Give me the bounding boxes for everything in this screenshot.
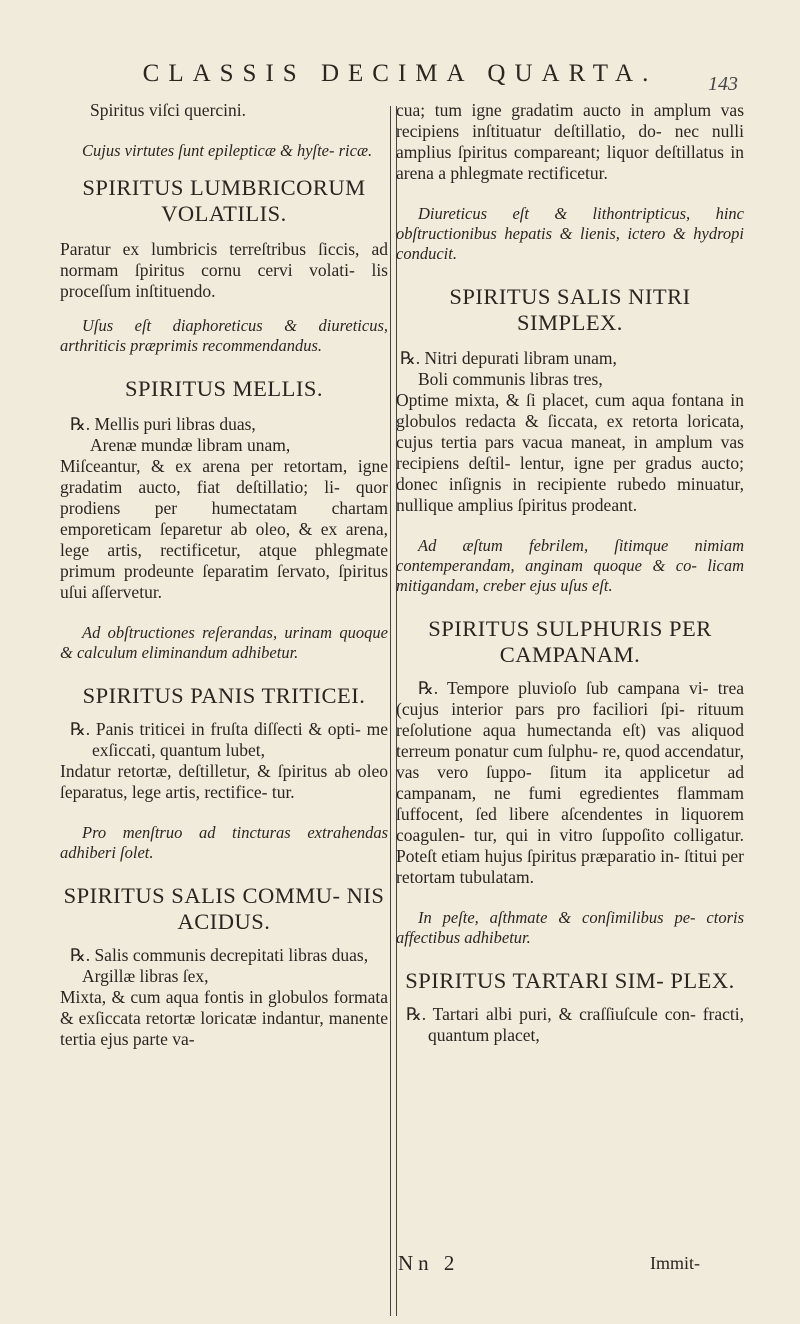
page-number: 143 [708,73,738,95]
section-body: Mixta, & cum aqua fontis in globulos formata & exſiccata retortæ loricatæ indantur, manente tertia ejus parte va- [60,987,388,1049]
section-body: Paratur ex lumbricis terreſtribus ſiccis, ad normam ſpiritus cornu cervi volati- lis proceſſum inſtituendo. [60,239,388,301]
usus-note: Diureticus eſt & lithontripticus, hinc obſtructionibus hepatis & lienis, ictero & hydropi conducit. [396,204,744,263]
usus-note: Ad æſtum febrilem, ſitimque nimiam contemperandam, anginam quoque & co- licam mitigandam, creber ejus uſus eſt. [396,536,744,595]
usus-note: Pro menſtruo ad tincturas extrahendas adhiberi ſolet. [60,823,388,862]
section-title: SPIRITUS SALIS COMMU- NIS ACIDUS. [63,883,385,934]
section-body: Optime mixta, & ſi placet, cum aqua fontana in globulos redacta & ſiccata, ex retorta loricata, cujus tertia pars vacua maneat, in amplum vas recipiens deſtil- lentur, igne per gradus aucto; donec inſignis in recipiente rubedo minuatur, nullique amplius ſpiritus prodeant. [396,390,744,515]
usus-note: Ad obſtructiones reſerandas, urinam quoque & calculum eliminandum adhibetur. [60,623,388,662]
right-column [396,100,744,1046]
left-column [60,100,388,1050]
section-body: Indatur retortæ, deſtilletur, & ſpiritus ab oleo ſeparatus, lege artis, rectifice- tur. [60,761,388,802]
usus-note: Uſus eſt diaphoreticus & diureticus, arthriticis præprimis recommendandus. [60,316,388,355]
recipe-line: ℞. Nitri depurati libram unam, [400,348,617,368]
signature-mark: Nn 2 [398,1251,460,1275]
usus-note: In peſte, aſthmate & conſimilibus pe- ctoris affectibus adhibetur. [396,908,744,947]
top-line: Spiritus viſci quercini. [90,100,247,120]
section-body: Miſceantur, & ex arena per retortam, igne gradatim aucto, fiat deſtillatio; li- quor prodiens per humectatam chartam emporeticam ſeparetur ab oleo, & ex arena, lege artis, rectificetur, atque phlegmate primum prodeunte ſeparatim ſervato, ſpiritus uſui aſſervetur. [60,456,388,602]
catchword: Immit- [650,1253,700,1273]
running-title: CLASSIS DECIMA QUARTA. [142,60,658,87]
section-title: SPIRITUS LUMBRICORUM VOLATILIS. [82,175,366,226]
recipe-line: Boli communis libras tres, [418,369,603,389]
section-body: cua; tum igne gradatim aucto in amplum vas recipiens inſtituatur deſtillatio, do- nec nulli amplius ſpiritus compareant; liquor deſtillatus in arena a phlegmate rectificetur. [396,100,744,183]
virtutes-note: Cujus virtutes ſunt epilepticæ & hyſte- ricæ. [82,141,373,160]
recipe-line: Argillæ libras ſex, [82,966,209,986]
section-title: SPIRITUS SULPHURIS PER CAMPANAM. [428,616,712,667]
recipe-line: Arenæ mundæ libram unam, [90,435,291,455]
recipe-line: ℞. Tartari albi puri, & craſſiuſcule con- fracti, quantum placet, [406,1004,744,1045]
recipe-line: ℞. Salis communis decrepitati libras duas, [70,945,369,965]
section-body: ℞. Tempore pluvioſo ſub campana vi- trea (cujus interior pars pro faciliori ſpi- rituum reſolutione aqua humectanda eſt) vas aliquod terreum ponatur cum ſulphu- re, quod accendatur, vas vero ſuppo- ſitum ita applicetur ad campanam, ne fumi egredientes flammam ſuffocent, ſed libere aſcendentes in liquorem coagulen- tur, qui in vitro ſuppoſito colligatur. Poteſt etiam hujus ſpiritus præparatio in- ſtitui per retortam tubulatam. [396,678,744,887]
recipe-line: ℞. Panis triticei in fruſta diſſecti & opti- me exſiccati, quantum lubet, [70,719,388,760]
recipe-line: ℞. Mellis puri libras duas, [70,414,256,434]
section-title: SPIRITUS MELLIS. [124,376,324,401]
section-title: SPIRITUS TARTARI SIM- PLEX. [405,968,735,993]
section-title: SPIRITUS SALIS NITRI SIMPLEX. [449,284,691,335]
section-title: SPIRITUS PANIS TRITICEI. [82,683,366,708]
